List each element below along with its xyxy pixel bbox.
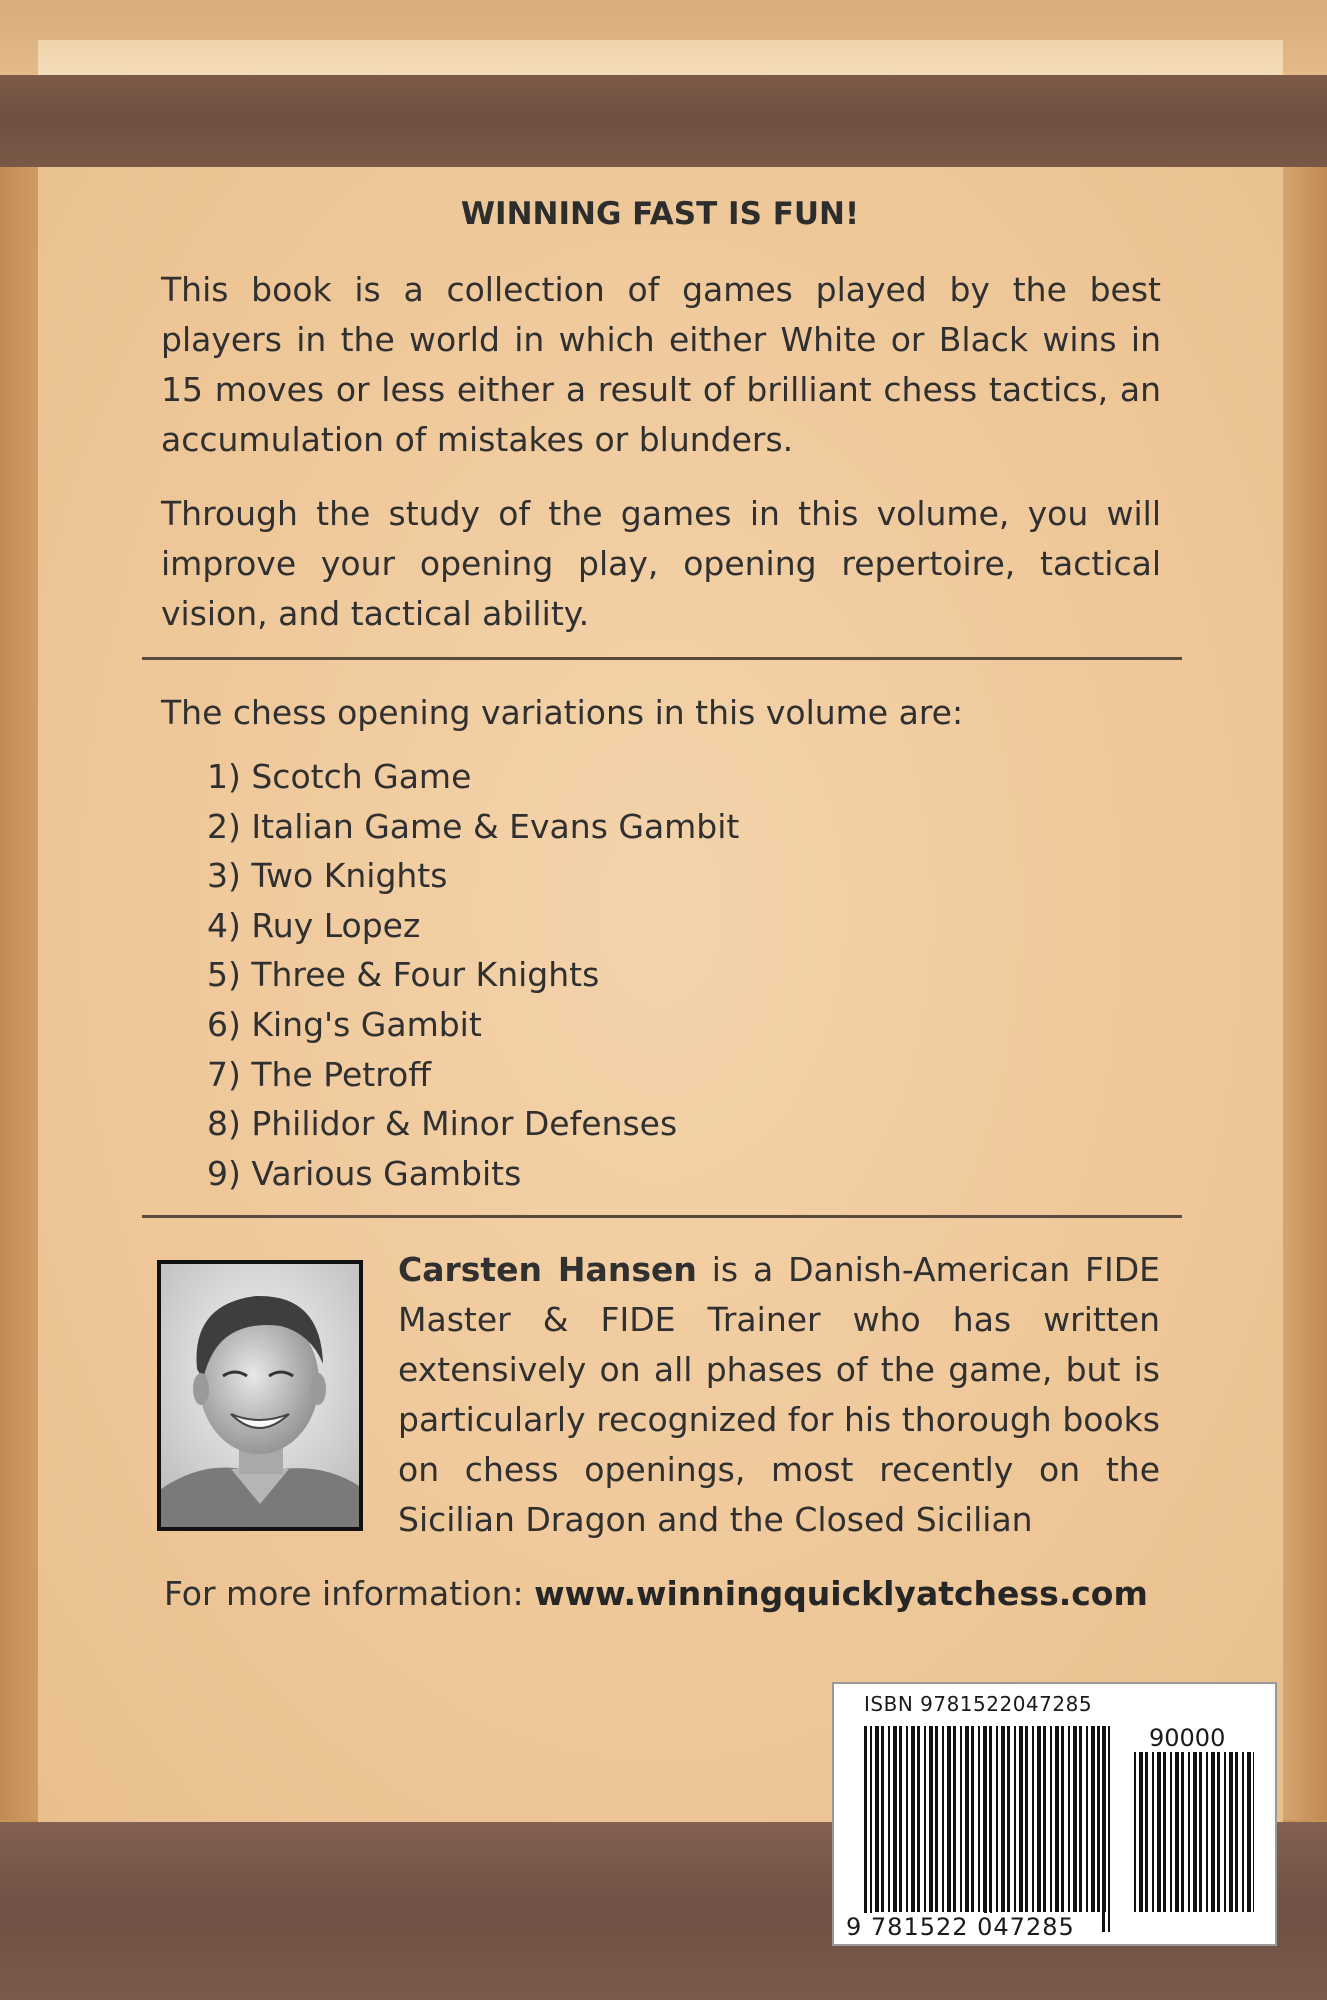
barcode-bar [1068,1726,1070,1912]
barcode-bar [1235,1752,1238,1912]
barcode-bar [911,1726,915,1912]
opening-item: 1) Scotch Game [207,757,472,796]
author-bio-text: is a Danish-American FIDE Master & FIDE Trainer who has written extensively on all phases of the game, but is particularly recognized for his thorough books on chess openings, most recently on the Sicilian Dragon and the Closed Sicilian [398,1250,1160,1539]
barcode-bar [942,1726,944,1912]
isbn-label: ISBN 9781522047285 [864,1692,1093,1716]
barcode-bar [1091,1726,1095,1912]
divider-rule [142,657,1182,660]
barcode-bar [1019,1726,1023,1912]
barcode-bar [1001,1726,1005,1912]
barcode-guard-bar [870,1726,872,1932]
barcode-bar [1079,1726,1082,1912]
barcode-bar [1242,1752,1244,1912]
barcode-guard-bar [990,1726,992,1932]
barcode-bar [1037,1726,1041,1912]
barcode-bar [899,1726,902,1912]
barcode-bar [924,1726,926,1912]
barcode-bar [1181,1752,1184,1912]
barcode-guard-bar [1108,1726,1110,1932]
barcode-bar [1193,1752,1197,1912]
barcode-bar [1170,1752,1172,1912]
barcode-bar [953,1726,956,1912]
barcode-bar [1211,1752,1215,1912]
opening-item: 8) Philidor & Minor Defenses [207,1104,678,1144]
barcode-bar [1152,1752,1154,1912]
barcode-bar [960,1726,962,1912]
barcode-bar [1188,1752,1190,1912]
barcode-bar [893,1726,897,1912]
barcode-bar [996,1726,998,1912]
barcode-bar [1229,1752,1233,1912]
barcode-bar [1007,1726,1010,1912]
opening-item: 6) King's Gambit [207,1004,482,1044]
barcode-bar [1086,1726,1088,1912]
barcode-bar [1206,1752,1208,1912]
barcode-bar [978,1726,980,1912]
barcode-bars [834,1684,1275,1944]
barcode-bar [1043,1726,1046,1912]
barcode-bar [1199,1752,1202,1912]
background-left-edge [0,167,40,1820]
barcode-panel [832,1682,1277,1946]
opening-item: 7) The Petroff [207,1054,431,1094]
barcode-bar [1025,1726,1028,1912]
barcode-bar [1032,1726,1034,1912]
more-info-label: For more information: [164,1574,535,1613]
barcode-bar [1224,1752,1226,1912]
background-top-strip [38,40,1283,76]
barcode-guard-bar [864,1726,867,1932]
opening-item: 5) Three & Four Knights [207,955,600,995]
description-paragraph-2: Through the study of the games in this volume, you will improve your opening play, opening repertoire, tactical vision, and tactical ability. [161,494,1161,633]
barcode-bar [1097,1726,1100,1912]
barcode-bar [1050,1726,1052,1912]
author-bio [398,1245,1160,1545]
author-portrait-image [161,1264,359,1527]
barcode-bar [888,1726,890,1912]
barcode-bar [1145,1752,1148,1912]
website-link[interactable]: www.winningquicklyatchess.com [534,1574,1148,1613]
barcode-bar [1253,1752,1254,1912]
opening-item: 9) Various Gambits [207,1153,522,1193]
barcode-bar [1247,1752,1251,1912]
barcode-bar [1163,1752,1166,1912]
openings-intro: The chess opening variations in this volume are: [161,693,964,732]
barcode-bar [929,1726,933,1912]
barcode-bar [906,1726,908,1912]
barcode-bar [1217,1752,1220,1912]
author-photo [157,1260,363,1531]
barcode-bar [1014,1726,1016,1912]
opening-item: 3) Two Knights [207,856,448,896]
background-right-edge [1283,167,1327,1820]
barcode-bar [1139,1752,1143,1912]
opening-item: 4) Ruy Lopez [207,905,421,945]
description-paragraph-1: This book is a collection of games played by the best players in the world in which either White or Black wins in 15 moves or less either a result of brilliant chess tactics, an accumulation of mistakes or blunders. [161,270,1161,459]
barcode-bar [875,1726,879,1912]
divider-rule [142,1215,1182,1218]
barcode-bar [917,1726,920,1912]
barcode-bar [1055,1726,1059,1912]
barcode-bar [935,1726,938,1912]
opening-item: 2) Italian Game & Evans Gambit [207,806,740,846]
more-info-line [164,1569,1164,1619]
barcode-guard-bar [984,1726,987,1932]
ean-digits: 9 781522 047285 [846,1913,1075,1941]
barcode-bar [1134,1752,1136,1912]
barcode-bar [965,1726,969,1912]
author-name: Carsten Hansen [398,1250,697,1289]
barcode-bar [1073,1726,1077,1912]
price-code: 90000 [1149,1724,1226,1752]
barcode-bar [1157,1752,1161,1912]
barcode-bar [881,1726,884,1912]
cover-heading: WINNING FAST IS FUN! [460,196,860,232]
barcode-bar [1175,1752,1179,1912]
background-dark-band-top [0,75,1327,167]
barcode-bar [947,1726,951,1912]
barcode-bar [1061,1726,1064,1912]
barcode-guard-bar [1102,1726,1105,1932]
openings-list [207,752,739,1198]
barcode-bar [971,1726,974,1912]
